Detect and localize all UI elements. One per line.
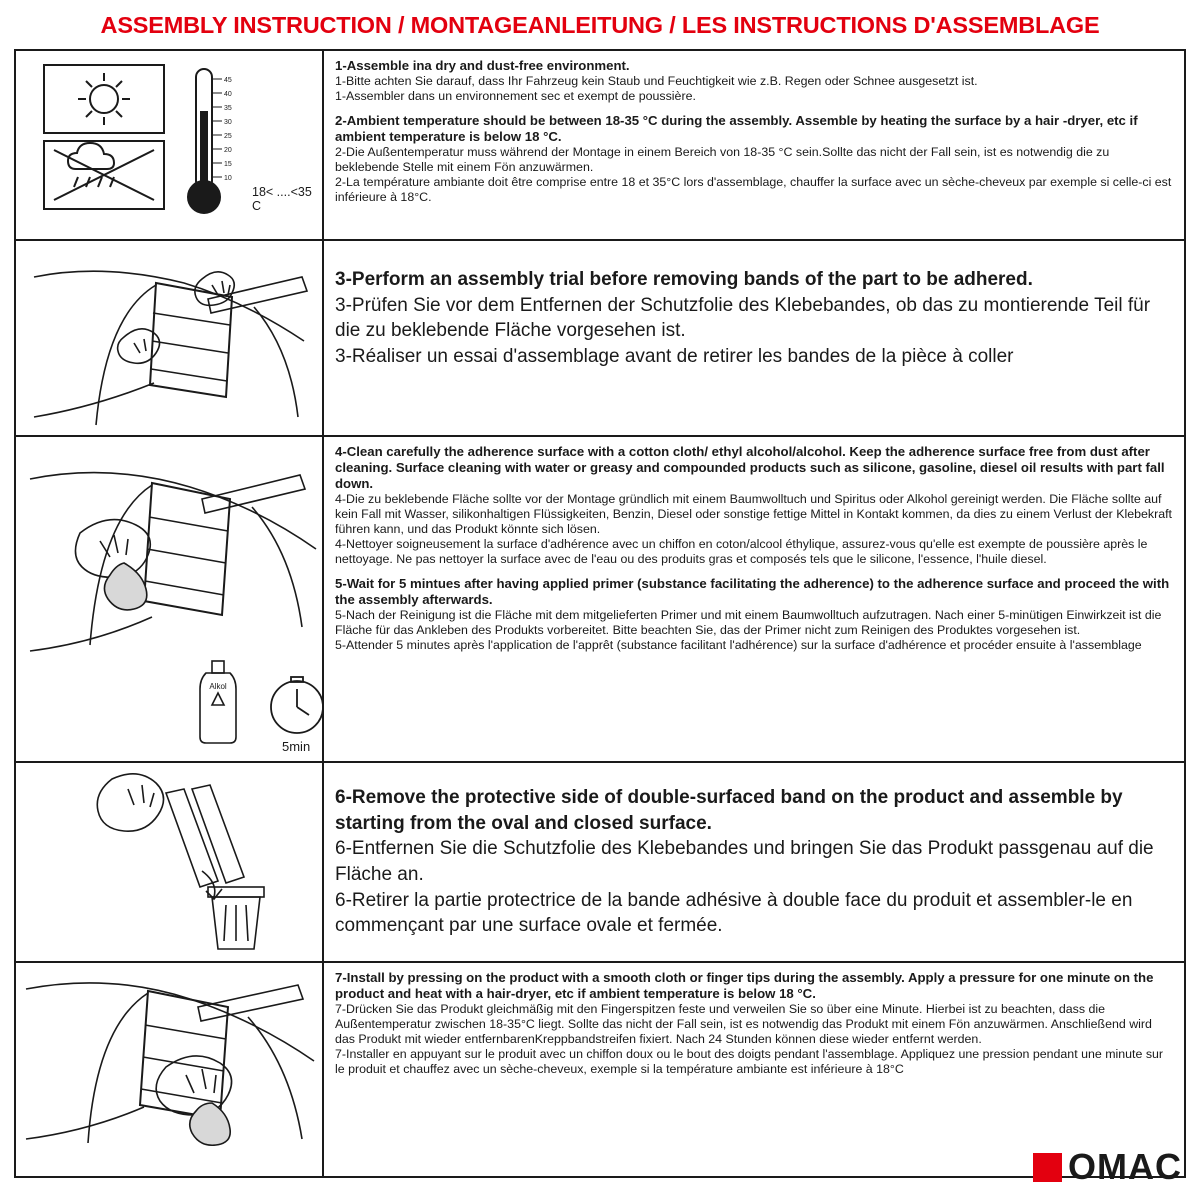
step7-en: 7-Install by pressing on the product with a smooth cloth or finger tips during the assembly. Apply a pressure for one minute on the product and heat with a hair-dryer, etc if ambient temperature is below 18 °C. [335,970,1154,1001]
brand-logo [1033,1146,1182,1188]
step6-de: 6-Entfernen Sie die Schutzfolie des Klebebandes und bringen Sie das Produkt passgenau auf die Fläche an. [335,838,1154,885]
step1-de: 1-Bitte achten Sie darauf, dass Ihr Fahrzeug kein Staub und Feuchtigkeit wie z.B. Regen oder Schnee ausgesetzt ist. [335,73,978,88]
illustration-cleaning [16,437,324,761]
svg-text:10: 10 [224,175,232,182]
text-step-6 [324,763,1184,961]
instruction-row-5 [16,963,1184,1178]
svg-text:15: 15 [224,161,232,168]
svg-text:25: 25 [224,133,232,140]
illustration-trial-fit [16,241,324,435]
step6-en: 6-Remove the protective side of double-surfaced band on the product and assemble by starting from the oval and closed surface. [335,787,1123,834]
step4-fr: 4-Nettoyer soigneusement la surface d'adhérence avec un chiffon en coton/alcool éthylique, assurez-vous qu'elle est exempte de poussière après le nettoyage. Ne pas nettoyer la surface avec de l'eau ou des produits gras et composés tels que le silicone, l'essence, l'huile diesel. [335,536,1148,566]
step7-de: 7-Drücken Sie das Produkt gleichmäßig mit den Fingerspitzen feste und verweilen Sie so über eine Minute. Hierbei ist zu beachten, dass die Außentemperatur zwischen 18-35°C liegt. Sollte das nicht der Fall sein, ist es notwendig das Produkt mit einem Fön anzuwärmen. Anschließend wird das Produkt mit wieder entfernbarenKreppbandstreifen fixiert. Nach 24 Stunden können diese wieder entfernt werden. [335,1001,1152,1046]
text-step-3 [324,241,1184,435]
svg-text:20: 20 [224,147,232,154]
svg-text:45: 45 [224,77,232,84]
step5-en: 5-Wait for 5 mintues after having applied primer (substance facilitating the adherence) to the adherence surface and proceed the with the assembly afterwards. [335,575,1170,607]
step2-fr: 2-La température ambiante doit être comprise entre 18 et 35°C lors d'assemblage, chauffer la surface avec un sèche-cheveux par exemple si celle-ci est inférieure à 18°C. [335,174,1172,204]
illustration-remove-liner [16,763,324,961]
brand-mark-icon [1033,1153,1062,1182]
timer-label: 5min [282,739,311,754]
step6-fr: 6-Retirer la partie protectrice de la bande adhésive à double face du produit et assembler-le en commençant par une surface ovale et fermée. [335,889,1133,937]
step1-en: 1-Assemble ina dry and dust-free environment. [335,58,630,73]
step1-fr: 1-Assembler dans un environnement sec et exempt de poussière. [335,88,696,103]
instruction-grid [14,49,1186,1178]
svg-text:30: 30 [224,119,232,126]
step2-de: 2-Die Außentemperatur muss während der Montage in einem Bereich von 18-35 °C sein.Sollte das nicht der Fall sein, ist es notwendig die zu beklebende Stelle mit einem Fön anzuwärmen. [335,144,1110,174]
step3-de: 3-Prüfen Sie vor dem Entfernen der Schutzfolie des Klebebandes, ob das zu montierende Teil für die zu beklebende Fläche vorgesehen ist. [335,294,1151,342]
step4-en: 4-Clean carefully the adherence surface with a cotton cloth/ ethyl alcohol/alcohol. Keep the adherence surface free from dust after cleaning. Surface cleaning with water or greasy and compounded products such as silicone, gasoline, diesel oil results with part fall down. [335,444,1165,491]
step4-de: 4-Die zu beklebende Fläche sollte vor der Montage gründlich mit einem Baumwolltuch und Spiritus oder Alkohol gereinigt werden. Die Fläche sollte auf kein Fall mit Wasser, silikonhaltigen Flüssigkeiten, Benzin, Diesel oder sonstige fettige Mittel in Kontakt kommen, da dies zu einem Verlust der Klebekraft führen kann, und das Produkt könnte sich lösen. [335,491,1172,536]
step2-en: 2-Ambient temperature should be between 18-35 °C during the assembly. Assemble by heating the surface by a hair -dryer, etc if ambient temperature is below 18 °C. [335,112,1138,144]
brand-name: OMAC [1068,1146,1182,1187]
step3-fr: 3-Réaliser un essai d'assemblage avant de retirer les bandes de la pièce à coller [335,345,1014,367]
text-step-7 [324,963,1184,1176]
illustration-press-product [16,963,324,1176]
illustration-environment [16,51,324,239]
step5-fr: 5-Attender 5 minutes après l'application de l'apprêt (substance facilitant l'adhérence) sur la surface d'adhérence et procéder ensuite à l'assemblage [335,637,1142,652]
instruction-row-2 [16,241,1184,437]
instruction-row-1 [16,51,1184,241]
text-steps-4-5 [324,437,1184,761]
page-title: ASSEMBLY INSTRUCTION / MONTAGEANLEITUNG / LES INSTRUCTIONS D'ASSEMBLAGE [100,12,1100,38]
svg-text:40: 40 [224,91,232,98]
step7-fr: 7-Installer en appuyant sur le produit avec un chiffon doux ou le bout des doigts pendant l'assemblage. Appliquez une pression pendant une minute sur le produit et chauffez avec un sèche-cheveux, exemple si la température ambiante est inférieure à 18°C [335,1046,1164,1076]
svg-text:35: 35 [224,105,232,112]
temperature-range-label: 18< ....<35 C [252,185,312,213]
text-steps-1-2 [324,51,1184,239]
instruction-row-3 [16,437,1184,763]
step3-en: 3-Perform an assembly trial before removing bands of the part to be adhered. [335,269,1033,290]
instruction-row-4 [16,763,1184,963]
step5-de: 5-Nach der Reinigung ist die Fläche mit dem mitgelieferten Primer und mit einem Baumwolltuch aufzutragen. Nach einer 5-minütigen Einwirkzeit ist die Fläche für das Ankleben des Produkts vorbereitet. Bitte beachten Sie, das der Primer nicht zum Reinigen des Produktes vorgesehen ist. [335,607,1162,637]
alcohol-bottle-label: Alkol [209,682,227,691]
